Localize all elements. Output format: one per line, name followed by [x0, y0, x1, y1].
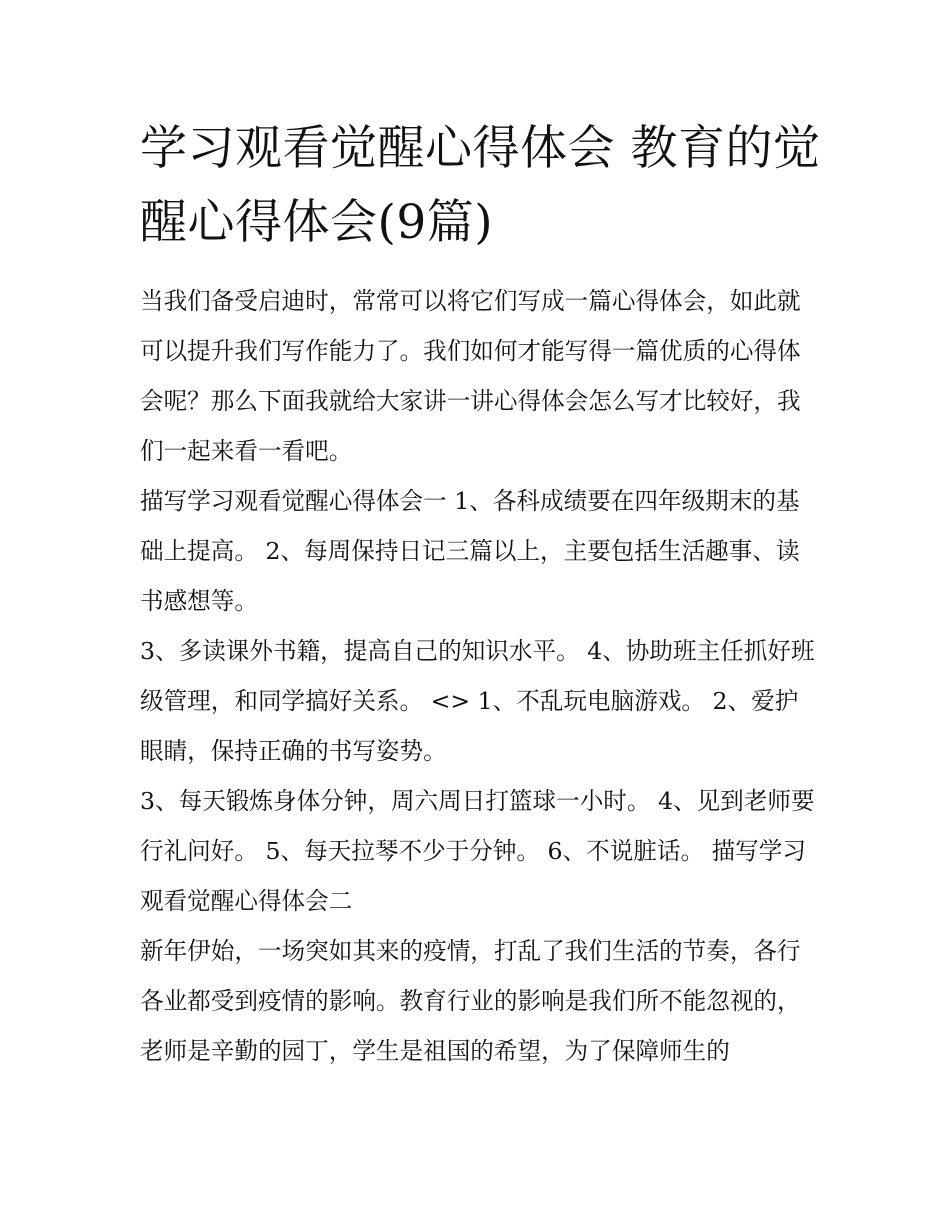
paragraph-intro: 当我们备受启迪时，常常可以将它们写成一篇心得体会，如此就可以提升我们写作能力了。我们如何才能写得一篇优质的心得体会呢？那么下面我就给大家讲一讲心得体会怎么写才比较好，我们一起来看一看吧。: [140, 287, 801, 465]
paragraph-habits: 3、每天锻炼身体分钟，周六周日打篮球一小时。 4、见到老师要行礼问好。 5、每天拉琴不少于分钟。 6、不说脏话。 描写学习观看觉醒心得体会二: [140, 787, 815, 915]
document-title: 学习观看觉醒心得体会 教育的觉醒心得体会(9篇): [140, 121, 821, 250]
paragraph-section-one: 描写学习观看觉醒心得体会一 1、各科成绩要在四年级期末的基础上提高。 2、每周保持日记三篇以上，主要包括生活趣事、读书感想等。: [140, 487, 800, 615]
document-body: [140, 276, 816, 1076]
paragraph-section-two: 新年伊始，一场突如其来的疫情，打乱了我们生活的节奏，各行各业都受到疫情的影响。教育行业的影响是我们所不能忽视的，老师是辛勤的园丁，学生是祖国的希望，为了保障师生的: [140, 937, 801, 1065]
paragraph-goals: 3、多读课外书籍，提高自己的知识水平。 4、协助班主任抓好班级管理，和同学搞好关系。 <> 1、不乱玩电脑游戏。 2、爱护眼睛，保持正确的书写姿势。: [140, 637, 815, 765]
